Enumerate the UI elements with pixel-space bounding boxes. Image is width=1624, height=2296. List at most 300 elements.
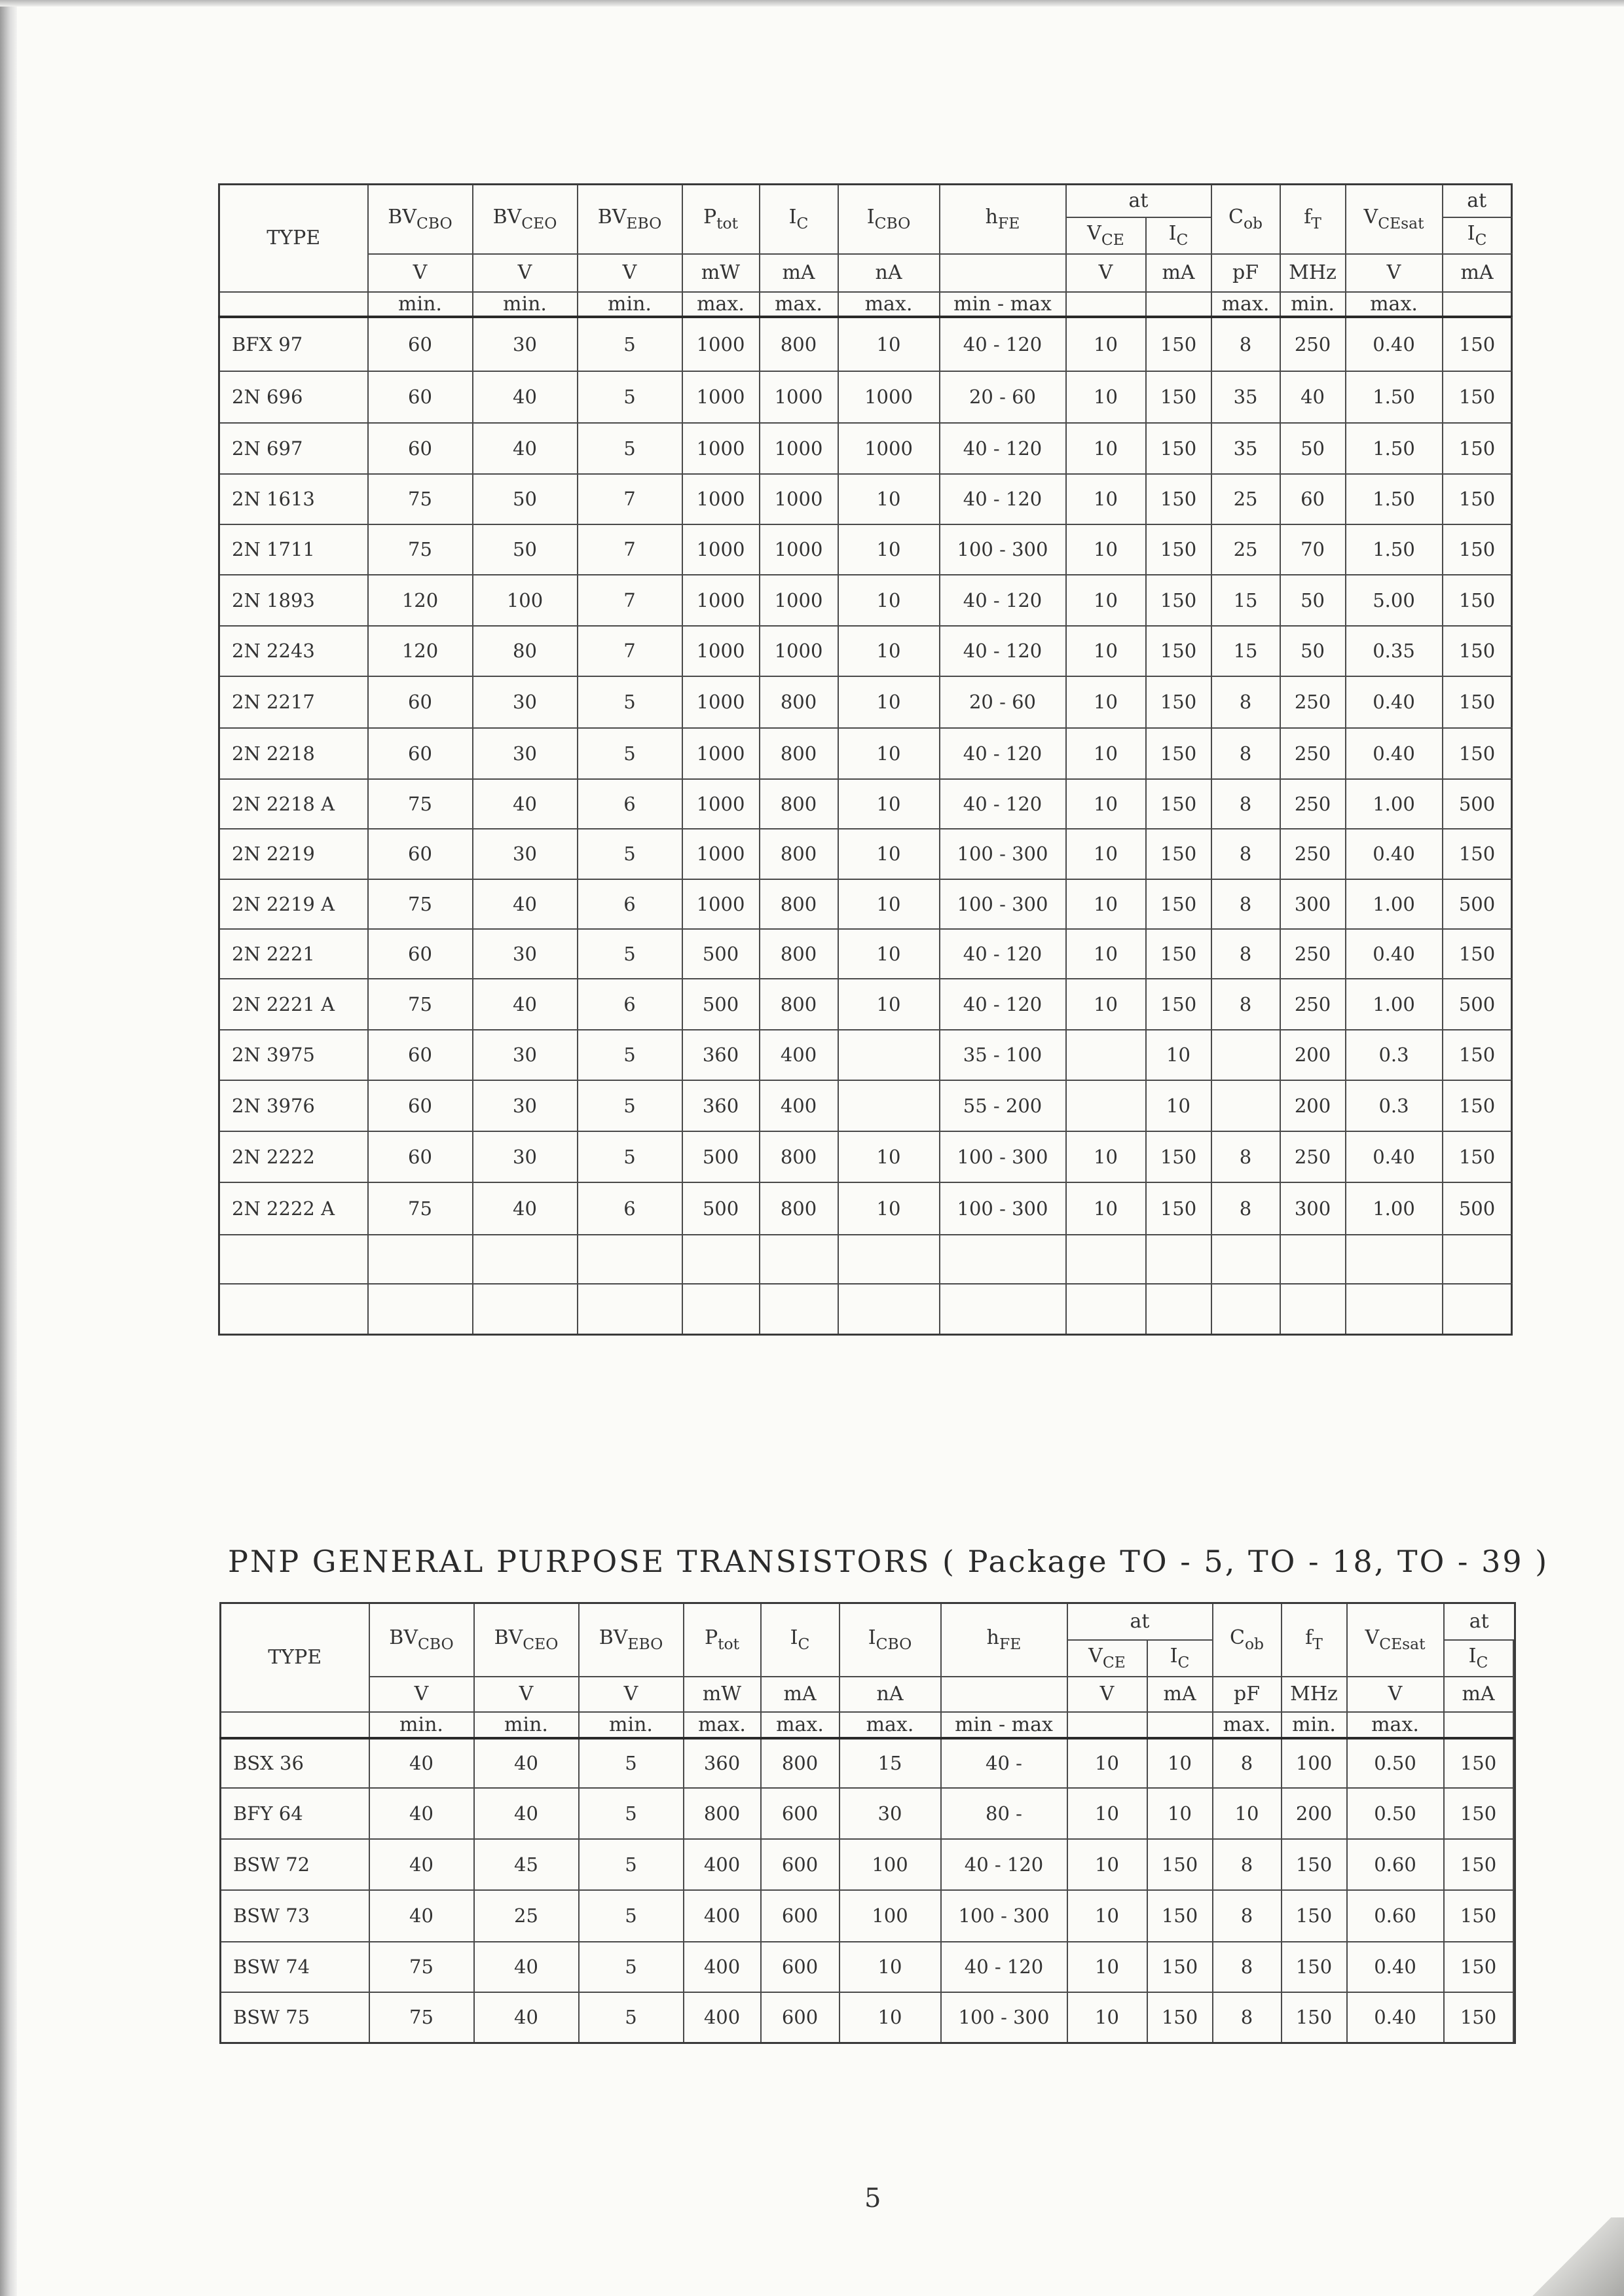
npn-value-cell: 8 (1211, 829, 1280, 879)
npn-value-cell: 25 (1211, 474, 1280, 524)
npn-value-cell: 500 (682, 1131, 760, 1182)
npn-value-cell: 1000 (682, 626, 760, 676)
npn-value-cell: 150 (1146, 1131, 1211, 1182)
npn-header-subscript: FE (998, 214, 1020, 233)
npn-value-cell: 40 - 120 (940, 929, 1066, 979)
npn-value-cell: 8 (1211, 779, 1280, 829)
npn-value-cell: 35 (1211, 371, 1280, 423)
npn-table-row (219, 474, 1512, 524)
npn-value-cell (1066, 1030, 1146, 1080)
pnp-value-cell: 600 (761, 1942, 840, 1992)
pnp-limit-cell (1067, 1712, 1147, 1738)
npn-type-cell: 2N 2218 (219, 728, 368, 779)
pnp-value-cell: 600 (761, 1890, 840, 1942)
npn-value-cell (838, 1080, 940, 1131)
pnp-value-cell: 10 (1147, 1788, 1213, 1839)
npn-value-cell: 0.35 (1346, 626, 1443, 676)
npn-header-subscript: EBO (626, 214, 662, 233)
pnp-type-cell: BSX 36 (221, 1738, 369, 1788)
pnp-value-cell: 100 (1282, 1738, 1347, 1788)
npn-value-cell: 500 (682, 1182, 760, 1235)
pnp-header-subscript: CE (1102, 1653, 1126, 1672)
npn-value-cell (940, 1284, 1066, 1335)
pnp-value-cell: 0.60 (1347, 1839, 1444, 1890)
pnp-header-hfe (941, 1603, 1067, 1677)
npn-table-row (219, 979, 1512, 1030)
npn-value-cell: 7 (578, 626, 682, 676)
npn-value-cell: 150 (1443, 1080, 1512, 1131)
npn-value-cell: 8 (1211, 1131, 1280, 1182)
npn-value-cell: 150 (1443, 676, 1512, 728)
npn-value-cell: 0.3 (1346, 1080, 1443, 1131)
npn-value-cell: 5 (578, 1030, 682, 1080)
npn-value-cell (1146, 1235, 1211, 1284)
npn-value-cell: 40 - 120 (940, 575, 1066, 626)
pnp-value-cell: 40 - 120 (941, 1942, 1067, 1992)
pnp-value-cell: 0.60 (1347, 1890, 1444, 1942)
npn-value-cell: 10 (838, 676, 940, 728)
npn-value-cell: 1000 (682, 317, 760, 371)
pnp-value-cell: 45 (474, 1839, 579, 1890)
npn-value-cell: 1000 (760, 524, 838, 575)
npn-header-bvcbo (368, 185, 473, 254)
pnp-header-subscript: FE (999, 1635, 1022, 1654)
pnp-value-cell: 10 (1067, 1992, 1147, 2043)
npn-unit-cell: pF (1211, 254, 1280, 292)
pnp-value-cell: 150 (1147, 1942, 1213, 1992)
npn-value-cell (838, 1284, 940, 1335)
npn-value-cell: 10 (1066, 728, 1146, 779)
pnp-header-subscript: ob (1244, 1635, 1264, 1654)
pnp-value-cell: 80 - (941, 1788, 1067, 1839)
npn-header-vce (1066, 217, 1146, 254)
npn-value-cell: 8 (1211, 979, 1280, 1030)
npn-unit-cell: mA (760, 254, 838, 292)
npn-value-cell: 6 (578, 779, 682, 829)
npn-value-cell: 0.40 (1346, 676, 1443, 728)
npn-value-cell: 40 (473, 1182, 578, 1235)
pnp-limit-cell: min - max (941, 1712, 1067, 1738)
npn-value-cell: 150 (1146, 1182, 1211, 1235)
pnp-type-cell: BSW 73 (221, 1890, 369, 1942)
npn-value-cell: 30 (473, 676, 578, 728)
npn-value-cell: 10 (838, 474, 940, 524)
npn-value-cell: 150 (1146, 929, 1211, 979)
npn-value-cell: 0.3 (1346, 1030, 1443, 1080)
npn-value-cell: 50 (1280, 626, 1346, 676)
pnp-header-subscript: C (798, 1635, 810, 1654)
npn-limit-cell: min. (473, 292, 578, 317)
npn-header-subscript: C (796, 214, 809, 233)
npn-value-cell: 15 (1211, 626, 1280, 676)
npn-unit-cell: V (1066, 254, 1146, 292)
npn-value-cell: 150 (1443, 474, 1512, 524)
npn-limit-cell: max. (1346, 292, 1443, 317)
npn-value-cell: 1000 (682, 474, 760, 524)
npn-table-row (219, 1284, 1512, 1335)
pnp-value-cell: 100 - 300 (941, 1992, 1067, 2043)
npn-limit-blank (219, 292, 368, 317)
pnp-type-cell: BSW 74 (221, 1942, 369, 1992)
pnp-value-cell: 150 (1282, 1942, 1347, 1992)
pnp-unit-cell: mA (1444, 1677, 1513, 1712)
pnp-value-cell: 40 (474, 1788, 579, 1839)
pnp-unit-cell: MHz (1282, 1677, 1347, 1712)
pnp-type-cell: BSW 75 (221, 1992, 369, 2043)
pnp-header-subscript: C (1177, 1653, 1190, 1672)
npn-header-ic (760, 185, 838, 254)
npn-value-cell: 1000 (760, 626, 838, 676)
pnp-limit-cell: min. (369, 1712, 474, 1738)
npn-value-cell: 250 (1280, 1131, 1346, 1182)
npn-value-cell: 150 (1146, 474, 1211, 524)
npn-table-row (219, 779, 1512, 829)
npn-value-cell: 40 - 120 (940, 474, 1066, 524)
npn-value-cell: 6 (578, 879, 682, 929)
npn-value-cell: 30 (473, 1131, 578, 1182)
pnp-limit-cell: max. (1213, 1712, 1282, 1738)
npn-value-cell: 10 (1066, 575, 1146, 626)
npn-value-cell: 8 (1211, 929, 1280, 979)
npn-value-cell: 60 (368, 371, 473, 423)
npn-value-cell: 10 (1066, 979, 1146, 1030)
npn-value-cell: 5 (578, 1080, 682, 1131)
npn-value-cell: 0.40 (1346, 728, 1443, 779)
npn-value-cell: 10 (1066, 371, 1146, 423)
pnp-value-cell: 150 (1282, 1839, 1347, 1890)
pnp-value-cell: 5 (579, 1839, 684, 1890)
npn-value-cell: 10 (1066, 779, 1146, 829)
pnp-unit-cell: pF (1213, 1677, 1282, 1712)
npn-value-cell: 150 (1443, 524, 1512, 575)
npn-header-symbol: P (703, 206, 717, 229)
npn-value-cell: 10 (838, 626, 940, 676)
npn-header-ic (1443, 217, 1512, 254)
npn-value-cell: 150 (1146, 728, 1211, 779)
npn-value-cell (1280, 1235, 1346, 1284)
pnp-value-cell: 400 (684, 1890, 761, 1942)
npn-value-cell: 40 - 120 (940, 626, 1066, 676)
npn-value-cell: 40 - 120 (940, 317, 1066, 371)
npn-limit-cell: min. (368, 292, 473, 317)
npn-type-cell (219, 1235, 368, 1284)
npn-header-symbol: V (1363, 206, 1378, 229)
pnp-header-vce (1067, 1640, 1147, 1677)
pnp-header-vcesat (1347, 1603, 1444, 1677)
npn-value-cell: 200 (1280, 1030, 1346, 1080)
npn-value-cell: 500 (682, 929, 760, 979)
pnp-header-ic (1147, 1640, 1213, 1677)
npn-type-cell: 2N 3975 (219, 1030, 368, 1080)
npn-value-cell: 800 (760, 676, 838, 728)
npn-value-cell: 1000 (682, 524, 760, 575)
pnp-limit-cell: min. (474, 1712, 579, 1738)
pnp-value-cell: 40 (474, 1992, 579, 2043)
pnp-value-cell: 800 (684, 1788, 761, 1839)
npn-value-cell: 300 (1280, 1182, 1346, 1235)
pnp-unit-cell: V (474, 1677, 579, 1712)
pnp-value-cell: 150 (1444, 1890, 1513, 1942)
npn-value-cell: 10 (1146, 1030, 1211, 1080)
npn-value-cell (760, 1235, 838, 1284)
pnp-transistor-table (219, 1602, 1516, 2044)
npn-value-cell (1346, 1284, 1443, 1335)
pnp-table-row (221, 1942, 1515, 1992)
pnp-value-cell: 200 (1282, 1788, 1347, 1839)
npn-value-cell: 250 (1280, 979, 1346, 1030)
npn-type-cell: 2N 2243 (219, 626, 368, 676)
pnp-value-cell: 8 (1213, 1992, 1282, 2043)
pnp-value-cell: 800 (761, 1738, 840, 1788)
npn-table-row (219, 1080, 1512, 1131)
npn-value-cell: 300 (1280, 879, 1346, 929)
npn-value-cell: 150 (1443, 829, 1512, 879)
npn-header-symbol: I (1168, 221, 1177, 245)
npn-value-cell: 10 (1066, 1182, 1146, 1235)
npn-value-cell: 400 (760, 1080, 838, 1131)
npn-type-cell: 2N 697 (219, 423, 368, 474)
pnp-value-cell: 5 (579, 1890, 684, 1942)
pnp-value-cell: 5 (579, 1788, 684, 1839)
npn-value-cell: 500 (682, 979, 760, 1030)
npn-value-cell: 5 (578, 829, 682, 879)
npn-value-cell: 8 (1211, 676, 1280, 728)
npn-value-cell: 10 (838, 779, 940, 829)
npn-value-cell (1346, 1235, 1443, 1284)
npn-value-cell: 10 (838, 829, 940, 879)
pnp-unit-cell: V (369, 1677, 474, 1712)
pnp-limit-cell: min. (1282, 1712, 1347, 1738)
npn-limit-cell: min. (1280, 292, 1346, 317)
pnp-table-row (221, 1890, 1515, 1942)
npn-value-cell: 150 (1146, 371, 1211, 423)
npn-value-cell: 75 (368, 1182, 473, 1235)
pnp-value-cell: 10 (1147, 1738, 1213, 1788)
pnp-value-cell: 150 (1444, 1942, 1513, 1992)
npn-type-cell: 2N 2219 A (219, 879, 368, 929)
npn-value-cell: 35 (1211, 423, 1280, 474)
pnp-value-cell: 75 (369, 1992, 474, 2043)
pnp-value-cell: 150 (1444, 1738, 1513, 1788)
npn-value-cell: 100 - 300 (940, 1131, 1066, 1182)
pnp-unit-cell (941, 1677, 1067, 1712)
pnp-value-cell: 8 (1213, 1942, 1282, 1992)
npn-value-cell: 30 (473, 1080, 578, 1131)
npn-type-cell: 2N 2219 (219, 829, 368, 879)
npn-value-cell (760, 1284, 838, 1335)
pnp-value-cell: 40 (369, 1890, 474, 1942)
page-number: 5 (864, 2183, 881, 2214)
npn-limit-cell (1066, 292, 1146, 317)
npn-value-cell: 1000 (682, 779, 760, 829)
pnp-header-symbol: BV (494, 1626, 523, 1650)
npn-value-cell: 5.00 (1346, 575, 1443, 626)
pnp-header-subscript: EBO (627, 1635, 663, 1654)
npn-value-cell: 500 (1443, 1182, 1512, 1235)
npn-value-cell: 6 (578, 979, 682, 1030)
npn-value-cell: 40 - 120 (940, 423, 1066, 474)
npn-value-cell (1211, 1284, 1280, 1335)
npn-type-cell (219, 1284, 368, 1335)
pnp-header-symbol: C (1230, 1626, 1245, 1650)
npn-type-cell: 2N 2221 (219, 929, 368, 979)
pnp-header-symbol: I (868, 1626, 876, 1650)
npn-value-cell: 10 (838, 929, 940, 979)
pnp-header-symbol: V (1365, 1626, 1380, 1650)
npn-value-cell (1211, 1030, 1280, 1080)
pnp-header-ic (1444, 1640, 1513, 1677)
npn-value-cell (1066, 1284, 1146, 1335)
npn-header-icbo (838, 185, 940, 254)
npn-limit-cell: min. (578, 292, 682, 317)
npn-value-cell: 10 (1066, 929, 1146, 979)
npn-unit-cell: mW (682, 254, 760, 292)
npn-value-cell: 10 (1066, 317, 1146, 371)
npn-limit-cell: max. (838, 292, 940, 317)
npn-value-cell: 50 (473, 524, 578, 575)
npn-value-cell: 50 (1280, 575, 1346, 626)
npn-value-cell: 10 (838, 728, 940, 779)
pnp-value-cell: 10 (840, 1992, 941, 2043)
pnp-value-cell: 40 (474, 1942, 579, 1992)
npn-header-subscript: C (1475, 230, 1487, 249)
npn-limit-cell: max. (760, 292, 838, 317)
pnp-table-row (221, 1992, 1515, 2043)
npn-value-cell: 0.40 (1346, 1131, 1443, 1182)
npn-value-cell: 10 (1066, 423, 1146, 474)
npn-header-at: at (1066, 185, 1211, 217)
pnp-value-cell: 100 (840, 1839, 941, 1890)
npn-value-cell: 40 - 120 (940, 728, 1066, 779)
pnp-value-cell: 150 (1282, 1992, 1347, 2043)
npn-value-cell: 75 (368, 979, 473, 1030)
npn-unit-cell: V (578, 254, 682, 292)
npn-value-cell: 10 (1146, 1080, 1211, 1131)
pnp-value-cell: 0.40 (1347, 1992, 1444, 2043)
pnp-table-row (221, 1839, 1515, 1890)
page-corner-curl (1519, 2217, 1624, 2296)
pnp-header-symbol: f (1305, 1626, 1313, 1650)
npn-value-cell: 6 (578, 1182, 682, 1235)
npn-value-cell (940, 1235, 1066, 1284)
npn-value-cell (473, 1235, 578, 1284)
pnp-limit-cell (1444, 1712, 1513, 1738)
pnp-limit-cell: max. (840, 1712, 941, 1738)
npn-header-type: TYPE (219, 185, 368, 292)
npn-table-row (219, 1030, 1512, 1080)
npn-value-cell: 5 (578, 728, 682, 779)
pnp-limit-cell: max. (761, 1712, 840, 1738)
npn-value-cell: 8 (1211, 879, 1280, 929)
npn-table-row (219, 1131, 1512, 1182)
npn-header-symbol: BV (388, 206, 416, 229)
npn-value-cell: 150 (1146, 524, 1211, 575)
pnp-value-cell: 0.40 (1347, 1942, 1444, 1992)
npn-value-cell (578, 1235, 682, 1284)
npn-value-cell (1211, 1235, 1280, 1284)
npn-value-cell: 150 (1443, 317, 1512, 371)
npn-value-cell: 75 (368, 779, 473, 829)
npn-value-cell: 100 (473, 575, 578, 626)
npn-value-cell: 20 - 60 (940, 371, 1066, 423)
npn-value-cell: 7 (578, 474, 682, 524)
npn-table-row (219, 728, 1512, 779)
pnp-value-cell: 40 (474, 1738, 579, 1788)
npn-value-cell (682, 1284, 760, 1335)
npn-value-cell (1211, 1080, 1280, 1131)
pnp-header-ic (761, 1603, 840, 1677)
npn-value-cell: 500 (1443, 879, 1512, 929)
npn-value-cell: 10 (838, 879, 940, 929)
npn-value-cell (578, 1284, 682, 1335)
pnp-value-cell: 10 (1067, 1839, 1147, 1890)
npn-value-cell: 30 (473, 1030, 578, 1080)
npn-value-cell: 150 (1443, 575, 1512, 626)
npn-value-cell: 200 (1280, 1080, 1346, 1131)
npn-header-subscript: T (1311, 214, 1321, 233)
npn-value-cell: 400 (760, 1030, 838, 1080)
pnp-limit-cell (1147, 1712, 1213, 1738)
npn-value-cell: 150 (1146, 879, 1211, 929)
pnp-value-cell: 0.50 (1347, 1788, 1444, 1839)
npn-value-cell: 1.50 (1346, 423, 1443, 474)
npn-value-cell: 75 (368, 879, 473, 929)
pnp-type-cell: BFY 64 (221, 1788, 369, 1839)
npn-header-hfe (940, 185, 1066, 254)
pnp-value-cell: 10 (1213, 1788, 1282, 1839)
npn-value-cell: 30 (473, 829, 578, 879)
npn-header-at: at (1443, 185, 1512, 217)
pnp-value-cell: 600 (761, 1788, 840, 1839)
npn-value-cell (838, 1030, 940, 1080)
pnp-value-cell: 10 (840, 1942, 941, 1992)
npn-value-cell: 360 (682, 1080, 760, 1131)
pnp-value-cell: 40 (369, 1738, 474, 1788)
pnp-header-cob (1213, 1603, 1282, 1677)
npn-value-cell: 5 (578, 676, 682, 728)
pnp-header-subscript: CBO (876, 1635, 912, 1654)
pnp-header-type: TYPE (221, 1603, 369, 1712)
pnp-value-cell: 150 (1147, 1890, 1213, 1942)
npn-value-cell: 60 (368, 317, 473, 371)
npn-value-cell: 1000 (682, 676, 760, 728)
pnp-header-symbol: V (1088, 1644, 1103, 1667)
pnp-value-cell: 150 (1444, 1839, 1513, 1890)
pnp-value-cell: 25 (474, 1890, 579, 1942)
npn-unit-cell: mA (1146, 254, 1211, 292)
pnp-value-cell: 600 (761, 1992, 840, 2043)
npn-value-cell: 25 (1211, 524, 1280, 575)
npn-table-row (219, 829, 1512, 879)
npn-value-cell (473, 1284, 578, 1335)
npn-value-cell: 100 - 300 (940, 524, 1066, 575)
pnp-header-symbol: I (1468, 1644, 1477, 1667)
npn-value-cell (1280, 1284, 1346, 1335)
pnp-value-cell: 10 (1067, 1890, 1147, 1942)
npn-header-vcesat (1346, 185, 1443, 254)
npn-value-cell: 800 (760, 829, 838, 879)
npn-value-cell: 40 (473, 979, 578, 1030)
page-shadow-top (0, 0, 1624, 7)
npn-value-cell: 5 (578, 317, 682, 371)
npn-header-symbol: BV (492, 206, 522, 229)
pnp-header-subscript: C (1476, 1653, 1488, 1672)
npn-table-row (219, 371, 1512, 423)
npn-value-cell (1443, 1235, 1512, 1284)
npn-value-cell: 8 (1211, 317, 1280, 371)
npn-value-cell: 40 (1280, 371, 1346, 423)
npn-value-cell: 800 (760, 317, 838, 371)
